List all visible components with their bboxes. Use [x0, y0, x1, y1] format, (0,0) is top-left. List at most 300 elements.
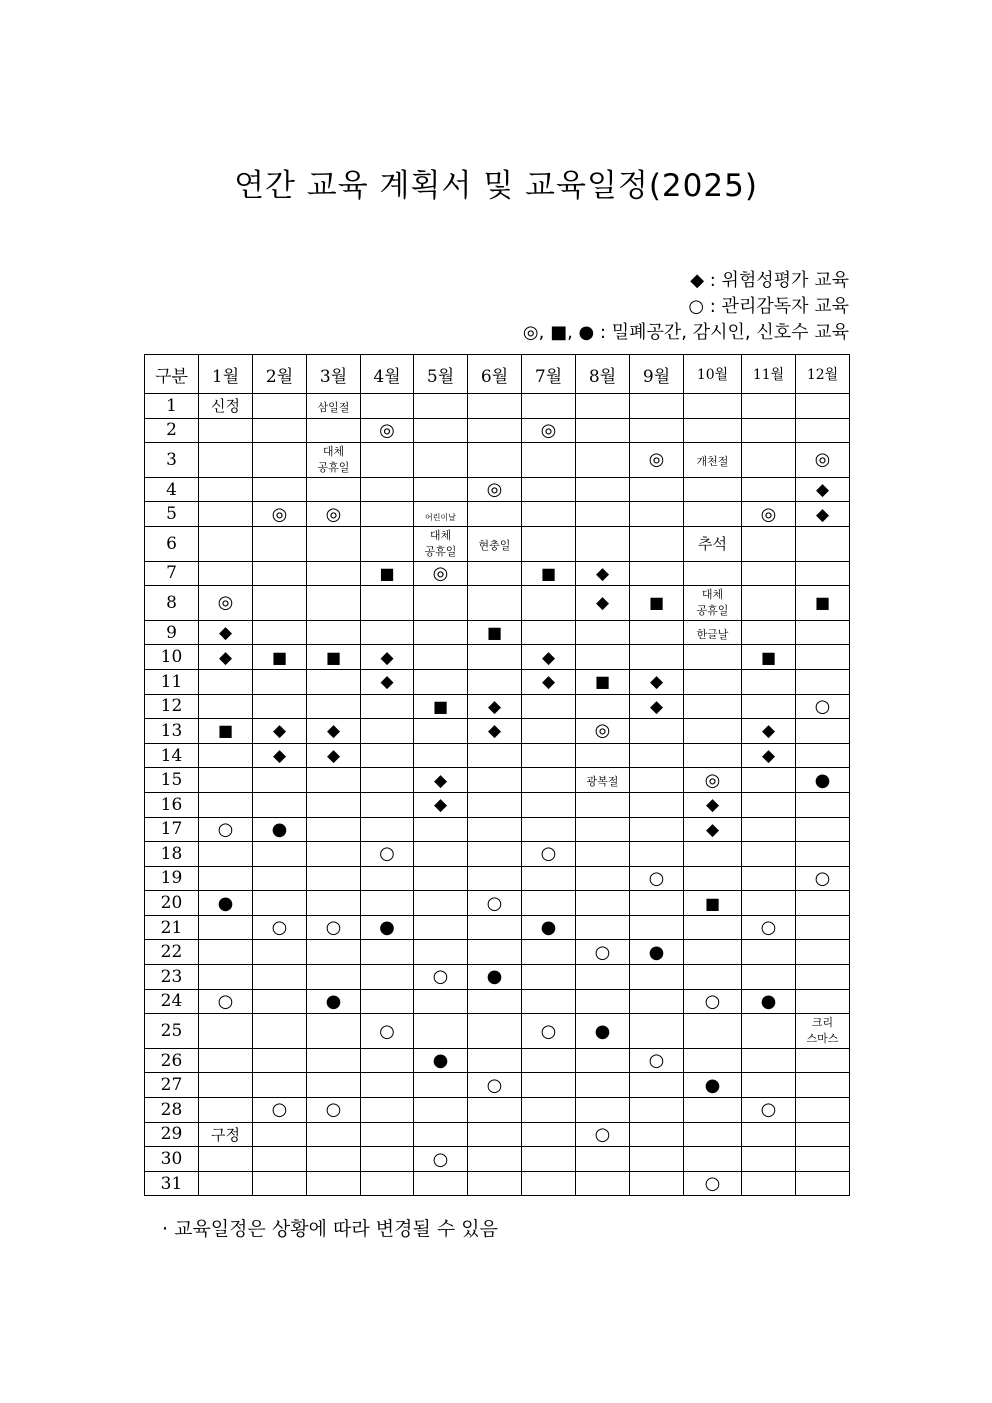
schedule-cell [199, 1073, 253, 1098]
schedule-cell [684, 743, 742, 768]
day-label: 9 [145, 620, 199, 645]
schedule-cell [253, 477, 307, 502]
month-header: 12월 [796, 355, 850, 394]
schedule-cell [684, 1048, 742, 1073]
schedule-cell [361, 394, 414, 419]
schedule-cell [630, 1014, 684, 1049]
filled-circle-mark: ● [648, 941, 665, 963]
schedule-cell [199, 768, 253, 793]
schedule-cell [468, 694, 522, 719]
schedule-cell [199, 1098, 253, 1123]
schedule-cell [522, 477, 576, 502]
schedule-cell [307, 694, 361, 719]
schedule-cell [253, 694, 307, 719]
schedule-cell [630, 1098, 684, 1123]
schedule-cell [253, 1122, 307, 1147]
schedule-cell [742, 1098, 796, 1123]
schedule-cell [199, 915, 253, 940]
schedule-cell [253, 443, 307, 478]
schedule-cell [684, 940, 742, 965]
filled-circle-mark: ● [814, 769, 831, 791]
schedule-cell [468, 561, 522, 586]
risk-assessment-mark: ◆ [705, 819, 720, 840]
schedule-cell [307, 940, 361, 965]
schedule-cell [796, 915, 850, 940]
filled-circle-mark: ● [271, 818, 288, 840]
schedule-cell [630, 1048, 684, 1073]
table-row [145, 719, 850, 744]
table-row [145, 817, 850, 842]
double-circle-mark: ◎ [217, 592, 234, 614]
schedule-cell [630, 940, 684, 965]
supervisor-circle-mark: ○ [594, 1123, 611, 1145]
schedule-cell [468, 1171, 522, 1196]
schedule-cell [468, 915, 522, 940]
supervisor-circle-mark: ○ [648, 1050, 665, 1072]
day-label: 17 [145, 817, 199, 842]
legend-supervisor: ○ : 관리감독자 교육 [688, 296, 849, 317]
schedule-cell [796, 1098, 850, 1123]
footnote: · 교육일정은 상황에 따라 변경될 수 있음 [162, 1218, 498, 1240]
schedule-cell [307, 719, 361, 744]
schedule-cell [630, 891, 684, 916]
schedule-cell [684, 394, 742, 419]
filled-circle-mark: ● [217, 892, 234, 914]
schedule-cell [684, 768, 742, 793]
schedule-cell [468, 1122, 522, 1147]
supervisor-circle-mark: ○ [379, 843, 395, 865]
schedule-cell [468, 502, 522, 527]
supervisor-circle-mark: ○ [217, 818, 234, 840]
schedule-cell [522, 620, 576, 645]
schedule-cell [307, 842, 361, 867]
schedule-cell [468, 989, 522, 1014]
square-mark: ■ [648, 593, 665, 613]
risk-assessment-mark: ◆ [815, 480, 830, 501]
schedule-cell [630, 792, 684, 817]
schedule-cell [684, 1122, 742, 1147]
schedule-cell [742, 866, 796, 891]
schedule-cell [199, 694, 253, 719]
filled-circle-mark: ● [432, 1050, 449, 1072]
schedule-cell [307, 866, 361, 891]
square-mark: ■ [760, 647, 777, 667]
schedule-cell [630, 418, 684, 443]
schedule-cell [307, 418, 361, 443]
holiday-label: 현충일 [478, 538, 511, 552]
table-row [145, 1171, 850, 1196]
table-row [145, 394, 850, 419]
schedule-cell [630, 1147, 684, 1172]
risk-assessment-mark: ◆ [487, 696, 502, 717]
schedule-cell [199, 743, 253, 768]
schedule-cell [630, 1171, 684, 1196]
schedule-cell [576, 586, 630, 621]
day-label: 18 [145, 842, 199, 867]
risk-assessment-mark: ◆ [487, 721, 502, 742]
schedule-cell [468, 743, 522, 768]
day-label: 3 [145, 443, 199, 478]
day-label: 24 [145, 989, 199, 1014]
schedule-cell [414, 768, 468, 793]
table-row [145, 1048, 850, 1073]
schedule-cell [253, 768, 307, 793]
schedule-cell [630, 1073, 684, 1098]
table-row [145, 645, 850, 670]
schedule-cell [742, 891, 796, 916]
schedule-cell [307, 965, 361, 990]
schedule-cell [253, 866, 307, 891]
schedule-cell [576, 645, 630, 670]
risk-assessment-mark: ◆ [272, 721, 287, 742]
schedule-cell [522, 586, 576, 621]
schedule-cell [307, 1147, 361, 1172]
schedule-cell [307, 502, 361, 527]
schedule-cell [684, 866, 742, 891]
schedule-cell [253, 1098, 307, 1123]
schedule-cell [522, 842, 576, 867]
risk-assessment-mark: ◆ [815, 504, 830, 525]
schedule-cell [361, 502, 414, 527]
schedule-cell [468, 1147, 522, 1172]
schedule-cell [361, 768, 414, 793]
table-row [145, 620, 850, 645]
schedule-cell [414, 502, 468, 527]
schedule-cell [414, 940, 468, 965]
table-row [145, 561, 850, 586]
schedule-cell [796, 817, 850, 842]
holiday-label: 광복절 [586, 775, 619, 789]
schedule-cell [361, 866, 414, 891]
day-label: 29 [145, 1122, 199, 1147]
schedule-cell [253, 719, 307, 744]
schedule-cell [361, 669, 414, 694]
schedule-cell [742, 768, 796, 793]
filled-circle-mark: ● [325, 990, 342, 1012]
schedule-cell [576, 743, 630, 768]
supervisor-circle-mark: ○ [379, 1020, 395, 1042]
schedule-cell [414, 965, 468, 990]
schedule-cell [414, 1171, 468, 1196]
schedule-cell [361, 940, 414, 965]
schedule-cell [522, 561, 576, 586]
day-label: 14 [145, 743, 199, 768]
schedule-cell [684, 1073, 742, 1098]
schedule-cell [199, 1171, 253, 1196]
schedule-cell [414, 1073, 468, 1098]
supervisor-circle-mark: ○ [540, 1020, 557, 1042]
schedule-cell [630, 669, 684, 694]
schedule-cell [468, 891, 522, 916]
schedule-cell [199, 1122, 253, 1147]
schedule-cell [199, 842, 253, 867]
schedule-cell [307, 1098, 361, 1123]
schedule-cell [361, 743, 414, 768]
schedule-cell [468, 768, 522, 793]
holiday-label: 대체 공휴일 [317, 444, 350, 474]
schedule-cell [199, 526, 253, 561]
schedule-cell [796, 418, 850, 443]
schedule-cell [630, 842, 684, 867]
filled-circle-mark: ● [379, 917, 395, 939]
schedule-cell [630, 586, 684, 621]
month-header: 5월 [414, 355, 468, 394]
risk-assessment-mark: ◆ [218, 623, 233, 644]
schedule-cell [361, 1147, 414, 1172]
risk-assessment-mark: ◆ [541, 647, 556, 668]
risk-assessment-mark: ◆ [595, 563, 610, 584]
holiday-label: 삼일절 [317, 400, 350, 414]
schedule-cell [522, 768, 576, 793]
schedule-cell [742, 526, 796, 561]
schedule-cell [468, 443, 522, 478]
schedule-cell [630, 694, 684, 719]
table-row [145, 586, 850, 621]
schedule-cell [742, 443, 796, 478]
risk-assessment-mark: ◆ [541, 672, 556, 693]
schedule-cell [253, 586, 307, 621]
schedule-cell [253, 418, 307, 443]
schedule-cell [199, 1014, 253, 1049]
schedule-cell [199, 477, 253, 502]
schedule-cell [684, 891, 742, 916]
risk-assessment-mark: ◆ [761, 746, 776, 767]
square-mark: ■ [814, 593, 831, 613]
schedule-cell [684, 477, 742, 502]
schedule-cell [522, 1147, 576, 1172]
double-circle-mark: ◎ [594, 720, 611, 742]
schedule-cell [796, 989, 850, 1014]
schedule-cell [796, 669, 850, 694]
day-label: 10 [145, 645, 199, 670]
day-label: 6 [145, 526, 199, 561]
filled-circle-mark: ● [486, 966, 503, 988]
schedule-cell [796, 1014, 850, 1049]
schedule-cell [742, 1171, 796, 1196]
double-circle-mark: ◎ [704, 769, 721, 791]
supervisor-circle-mark: ○ [271, 917, 288, 939]
schedule-cell [361, 443, 414, 478]
schedule-cell [684, 965, 742, 990]
month-header: 6월 [468, 355, 522, 394]
schedule-cell [414, 817, 468, 842]
schedule-cell [796, 842, 850, 867]
schedule-cell [468, 1073, 522, 1098]
schedule-cell [630, 817, 684, 842]
schedule-cell [796, 561, 850, 586]
schedule-cell [522, 792, 576, 817]
supervisor-circle-mark: ○ [486, 1074, 503, 1096]
schedule-cell [307, 1073, 361, 1098]
schedule-cell [307, 669, 361, 694]
supervisor-circle-mark: ○ [594, 941, 611, 963]
schedule-cell [796, 1147, 850, 1172]
schedule-cell [468, 792, 522, 817]
schedule-cell [576, 842, 630, 867]
schedule-cell [796, 645, 850, 670]
double-circle-mark: ◎ [486, 479, 503, 501]
schedule-cell [796, 1122, 850, 1147]
double-circle-mark: ◎ [814, 449, 831, 471]
schedule-cell [253, 940, 307, 965]
square-mark: ■ [217, 721, 234, 741]
schedule-cell [253, 1171, 307, 1196]
month-header: 10월 [684, 355, 742, 394]
month-header: 7월 [522, 355, 576, 394]
schedule-cell [522, 915, 576, 940]
schedule-cell [796, 620, 850, 645]
header-row [145, 355, 850, 394]
schedule-cell [796, 1073, 850, 1098]
schedule-cell [684, 443, 742, 478]
schedule-cell [576, 561, 630, 586]
schedule-cell [414, 526, 468, 561]
day-label: 22 [145, 940, 199, 965]
schedule-cell [468, 842, 522, 867]
day-label: 26 [145, 1048, 199, 1073]
risk-assessment-mark: ◆ [595, 593, 610, 614]
schedule-cell [522, 817, 576, 842]
schedule-cell [684, 817, 742, 842]
day-label: 1 [145, 394, 199, 419]
schedule-cell [742, 586, 796, 621]
table-row [145, 1073, 850, 1098]
schedule-cell [522, 1014, 576, 1049]
schedule-cell [742, 1147, 796, 1172]
holiday-label: 신정 [211, 397, 240, 416]
schedule-cell [307, 1122, 361, 1147]
schedule-cell [576, 915, 630, 940]
schedule-cell [684, 694, 742, 719]
schedule-cell [576, 940, 630, 965]
schedule-cell [576, 792, 630, 817]
table-row [145, 669, 850, 694]
schedule-cell [796, 743, 850, 768]
day-label: 8 [145, 586, 199, 621]
month-header: 2월 [253, 355, 307, 394]
risk-assessment-mark: ◆ [326, 746, 341, 767]
schedule-cell [414, 1098, 468, 1123]
schedule-cell [253, 526, 307, 561]
day-label: 20 [145, 891, 199, 916]
schedule-cell [796, 1048, 850, 1073]
schedule-cell [199, 989, 253, 1014]
schedule-cell [630, 645, 684, 670]
schedule-cell [796, 394, 850, 419]
risk-assessment-mark: ◆ [326, 721, 341, 742]
risk-assessment-mark: ◆ [649, 672, 664, 693]
table-row [145, 965, 850, 990]
table-row [145, 526, 850, 561]
schedule-cell [742, 989, 796, 1014]
schedule-cell [522, 891, 576, 916]
legend [523, 268, 849, 346]
schedule-cell [742, 965, 796, 990]
schedule-cell [414, 866, 468, 891]
risk-assessment-mark: ◆ [433, 795, 448, 816]
schedule-cell [576, 1014, 630, 1049]
schedule-cell [361, 965, 414, 990]
schedule-cell [796, 502, 850, 527]
schedule-cell [522, 1122, 576, 1147]
schedule-cell [630, 526, 684, 561]
schedule-cell [522, 989, 576, 1014]
risk-assessment-mark: ◆ [433, 770, 448, 791]
schedule-cell [199, 866, 253, 891]
schedule-cell [253, 817, 307, 842]
schedule-cell [576, 669, 630, 694]
supervisor-circle-mark: ○ [760, 917, 777, 939]
table-row [145, 418, 850, 443]
schedule-cell [522, 669, 576, 694]
schedule-cell [414, 645, 468, 670]
double-circle-mark: ◎ [379, 419, 395, 441]
schedule-cell [742, 1073, 796, 1098]
schedule-cell [307, 915, 361, 940]
schedule-cell [576, 694, 630, 719]
schedule-cell [630, 1122, 684, 1147]
schedule-cell [684, 719, 742, 744]
schedule-cell [199, 561, 253, 586]
schedule-cell [630, 743, 684, 768]
schedule-cell [361, 1171, 414, 1196]
double-circle-mark: ◎ [432, 562, 449, 584]
schedule-cell [576, 1048, 630, 1073]
holiday-label: 개천절 [696, 454, 729, 468]
supervisor-circle-mark: ○ [704, 1173, 721, 1195]
table-row [145, 1098, 850, 1123]
day-label: 7 [145, 561, 199, 586]
schedule-cell [742, 1122, 796, 1147]
schedule-cell [199, 586, 253, 621]
schedule-cell [414, 719, 468, 744]
schedule-cell [684, 792, 742, 817]
schedule-cell [684, 1014, 742, 1049]
day-label: 27 [145, 1073, 199, 1098]
double-circle-mark: ◎ [760, 503, 777, 525]
schedule-cell [576, 1073, 630, 1098]
schedule-cell [307, 1014, 361, 1049]
schedule-cell [199, 418, 253, 443]
schedule-cell [414, 418, 468, 443]
schedule-cell [307, 586, 361, 621]
table-row [145, 1014, 850, 1049]
schedule-cell [630, 620, 684, 645]
schedule-cell [522, 418, 576, 443]
day-label: 25 [145, 1014, 199, 1049]
risk-assessment-mark: ◆ [272, 746, 287, 767]
schedule-cell [468, 418, 522, 443]
legend-confined-space: ◎, ■, ● : 밀폐공간, 감시인, 신호수 교육 [522, 322, 849, 343]
day-label: 19 [145, 866, 199, 891]
holiday-label: 크리 스마스 [806, 1016, 839, 1046]
supervisor-circle-mark: ○ [814, 695, 831, 717]
schedule-cell [522, 443, 576, 478]
schedule-cell [522, 719, 576, 744]
table-row [145, 768, 850, 793]
schedule-cell [414, 1122, 468, 1147]
schedule-cell [468, 477, 522, 502]
schedule-cell [307, 394, 361, 419]
schedule-cell [199, 891, 253, 916]
double-circle-mark: ◎ [325, 503, 342, 525]
schedule-cell [742, 502, 796, 527]
schedule-cell [576, 1098, 630, 1123]
holiday-label: 구정 [211, 1125, 240, 1144]
schedule-cell [307, 1171, 361, 1196]
schedule-cell [414, 561, 468, 586]
schedule-cell [307, 792, 361, 817]
